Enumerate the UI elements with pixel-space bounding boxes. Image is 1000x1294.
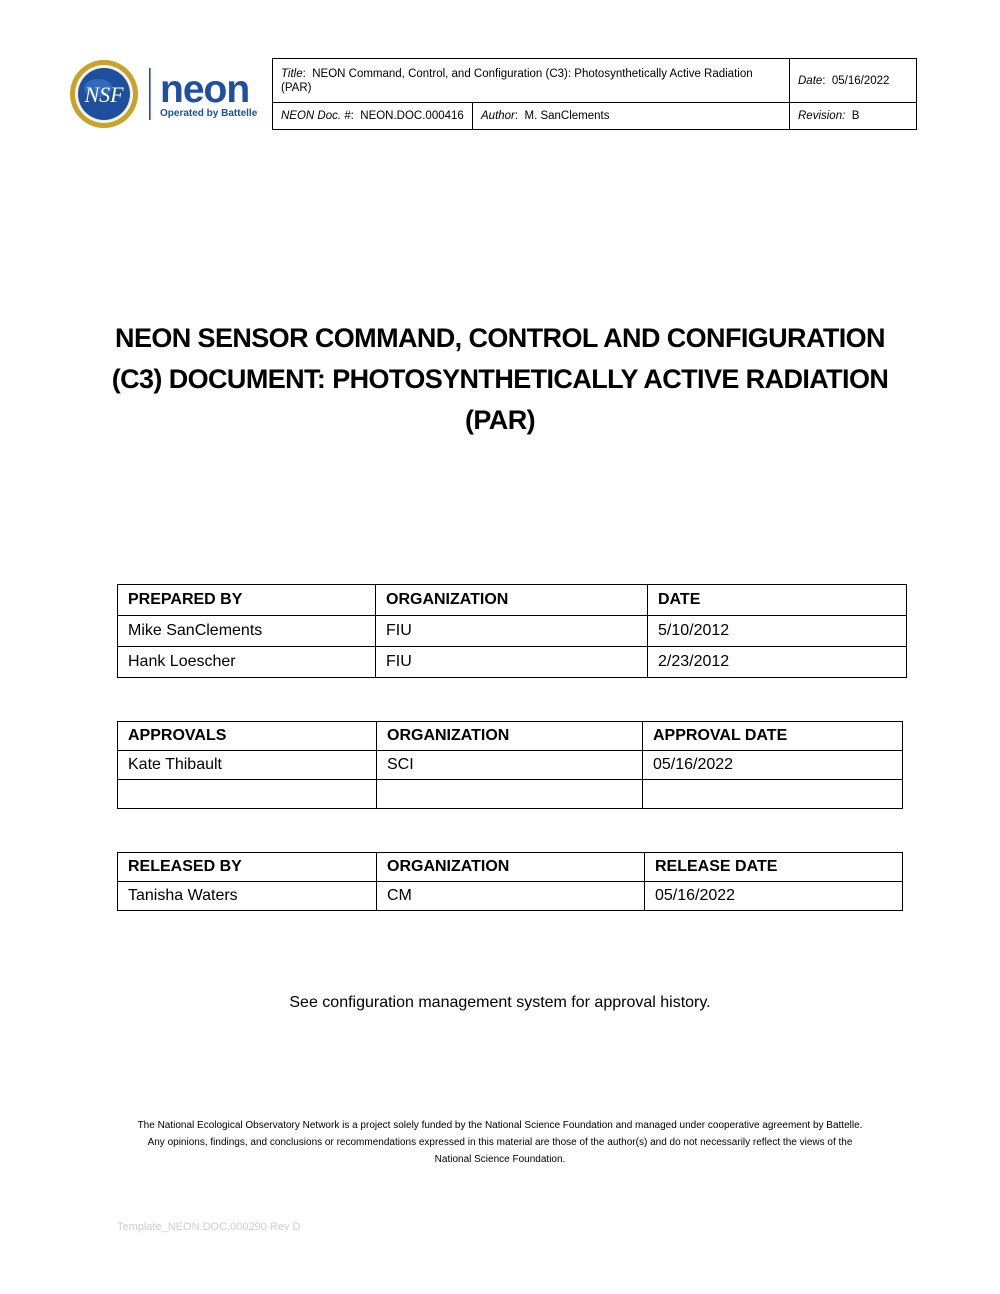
header-author-cell: Author: M. SanClements (473, 103, 790, 130)
table-cell: SCI (377, 751, 643, 780)
nsf-seal-icon (70, 60, 138, 128)
table-cell (377, 780, 643, 809)
header-doc-value: NEON.DOC.000416 (360, 110, 464, 123)
footer-line: The National Ecological Observatory Network is a project solely funded by the National Science Foundation and managed under cooperative agreement by Battelle. (137, 1120, 863, 1131)
header-date-value: 05/16/2022 (831, 74, 890, 87)
table-header-row (118, 585, 907, 616)
table-cell: Mike SanClements (118, 616, 376, 647)
prepared-by-header: PREPARED BY (118, 585, 376, 616)
template-id: Template_NEON.DOC.000290 Rev D (117, 1221, 301, 1233)
table-cell (643, 780, 903, 809)
prepared-organization-header: ORGANIZATION (376, 585, 648, 616)
logo-divider (149, 68, 151, 120)
footer-line: Any opinions, findings, and conclusions or recommendations expressed in this material are those of the author(s) and do not necessarily reflect the views of the (147, 1137, 853, 1148)
table-cell: FIU (376, 616, 648, 647)
table-row (118, 780, 903, 809)
released-by-header: RELEASED BY (118, 853, 377, 882)
header-title-cell: Title: NEON Command, Control, and Configuration (C3): Photosynthetically Active Radiation (PAR) (273, 59, 790, 103)
table-row (118, 647, 907, 678)
approval-date-header: APPROVAL DATE (643, 722, 903, 751)
approvals-organization-header: ORGANIZATION (377, 722, 643, 751)
released-by-table (117, 852, 903, 911)
header-title-label: Title (281, 67, 303, 80)
approvals-header: APPROVALS (118, 722, 377, 751)
table-header-row (118, 722, 903, 751)
document-title (100, 318, 900, 441)
header-doc-cell: NEON Doc. #: NEON.DOC.000416 (273, 103, 473, 130)
header-author-value: M. SanClements (524, 110, 610, 123)
header-doc-label: NEON Doc. # (281, 110, 351, 123)
table-row (118, 616, 907, 647)
document-title-line2: (C3) DOCUMENT: PHOTOSYNTHETICALLY ACTIVE RADIATION (111, 364, 889, 394)
nsf-seal-text: NSF (84, 82, 124, 107)
released-organization-header: ORGANIZATION (377, 853, 645, 882)
table-cell: 2/23/2012 (648, 647, 907, 678)
prepared-by-table (117, 584, 907, 678)
table-cell: FIU (376, 647, 648, 678)
document-title-line3: (PAR) (465, 405, 535, 435)
header-date-label: Date (798, 74, 823, 87)
table-cell: Kate Thibault (118, 751, 377, 780)
header-revision-cell (790, 103, 917, 130)
table-cell: Tanisha Waters (118, 882, 377, 911)
neon-wordmark: neon (160, 68, 250, 111)
operated-by-battelle: Operated by Battelle (160, 108, 258, 119)
header-revision-value: B (851, 110, 860, 123)
table-cell: 05/16/2022 (643, 751, 903, 780)
table-cell: CM (377, 882, 645, 911)
prepared-date-header: DATE (648, 585, 907, 616)
header-title-value: NEON Command, Control, and Configuration (C3): Photosynthetically Active Radiation (PAR) (281, 67, 753, 94)
approvals-table (117, 721, 903, 809)
footer-disclaimer (100, 1117, 900, 1168)
document-header-table (272, 58, 917, 130)
table-cell (118, 780, 377, 809)
nsf-neon-logo (68, 58, 270, 130)
table-cell: Hank Loescher (118, 647, 376, 678)
table-cell: 5/10/2012 (648, 616, 907, 647)
table-header-row (118, 853, 903, 882)
table-row (118, 882, 903, 911)
table-cell: 05/16/2022 (645, 882, 903, 911)
header-revision-label: Revision: (798, 110, 846, 123)
table-row (118, 751, 903, 780)
configuration-note: See configuration management system for approval history. (289, 994, 711, 1011)
header-date-cell: Date: 05/16/2022 (790, 59, 917, 103)
footer-line: National Science Foundation. (434, 1154, 566, 1165)
release-date-header: RELEASE DATE (645, 853, 903, 882)
header-author-label: Author (481, 110, 515, 123)
document-title-line1: NEON SENSOR COMMAND, CONTROL AND CONFIGURATION (115, 323, 885, 353)
